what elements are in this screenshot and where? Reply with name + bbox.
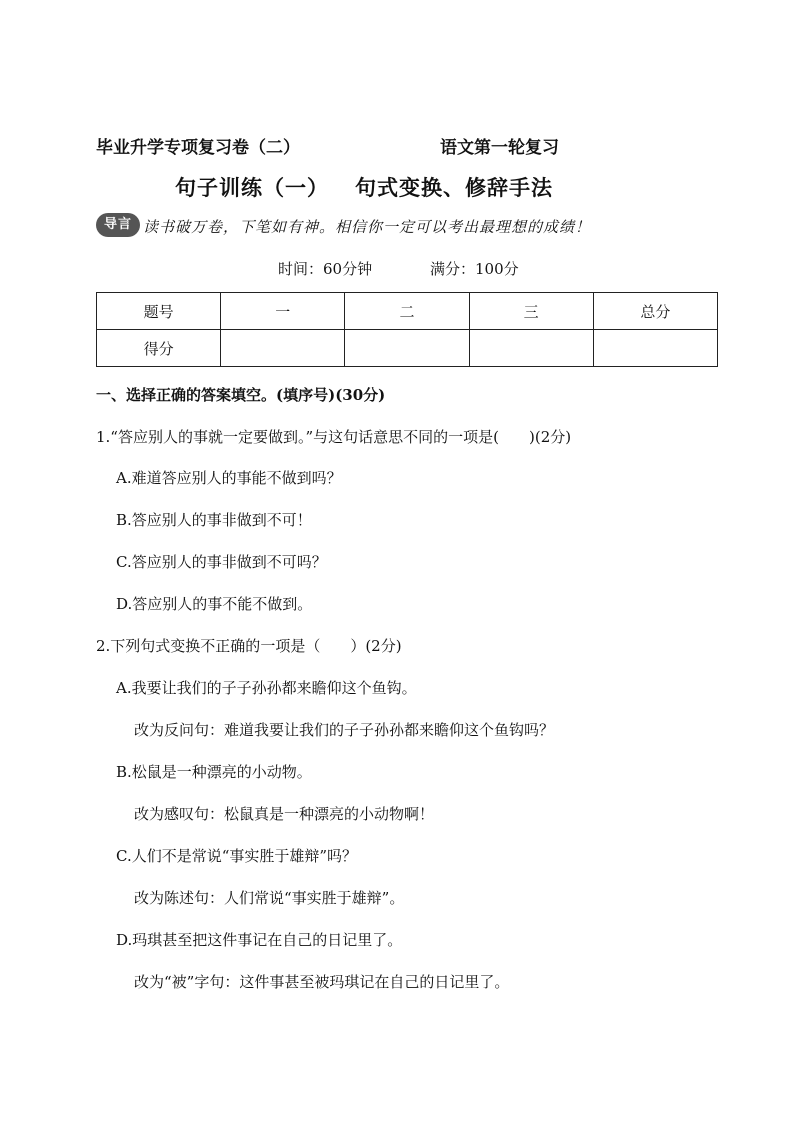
question-1-stem: 1.“答应别人的事就一定要做到。”与这句话意思不同的一项是( )(2分) — [96, 428, 572, 446]
score-table-header: 三 — [469, 293, 593, 330]
score-cell[interactable] — [469, 330, 593, 367]
question-1-option-b: B.答应别人的事非做到不可！ — [116, 511, 312, 529]
title-part-1: 句子训练（一） — [175, 175, 329, 200]
score-row-label: 得分 — [97, 330, 221, 367]
question-2-option-c: C.人们不是常说“事实胜于雄辩”吗？ — [116, 847, 358, 865]
guide-text: 读书破万卷，下笔如有神。相信你一定可以考出最理想的成绩！ — [143, 218, 592, 236]
exam-time: 时间：60分钟 — [278, 260, 373, 278]
section-heading: 一、选择正确的答案填空。(填序号)(30分) — [96, 386, 386, 404]
score-table — [96, 292, 718, 367]
score-table-header: 二 — [345, 293, 469, 330]
score-table-header: 总分 — [593, 293, 717, 330]
question-2-option-b-change: 改为感叹句：松鼠真是一种漂亮的小动物啊！ — [134, 805, 435, 823]
question-1-option-d: D.答应别人的事不能不做到。 — [116, 595, 313, 613]
score-table-score-row — [97, 330, 718, 367]
question-2-option-a-change: 改为反问句：难道我要让我们的子子孙孙都来瞻仰这个鱼钩吗？ — [134, 721, 555, 739]
question-2-option-d-change: 改为“被”字句：这件事甚至被玛琪记在自己的日记里了。 — [134, 973, 510, 991]
title-part-2: 句式变换、修辞手法 — [355, 175, 553, 200]
full-score: 满分：100分 — [430, 260, 519, 278]
question-2-stem: 2.下列句式变换不正确的一项是（ ）(2分) — [96, 637, 402, 655]
question-2-option-d: D.玛琪甚至把这件事记在自己的日记里了。 — [116, 931, 403, 949]
score-cell[interactable] — [221, 330, 345, 367]
question-2-option-a: A.我要让我们的子子孙孙都来瞻仰这个鱼钩。 — [116, 679, 417, 697]
question-2-option-c-change: 改为陈述句：人们常说“事实胜于雄辩”。 — [134, 889, 405, 907]
question-1-option-c: C.答应别人的事非做到不可吗？ — [116, 553, 327, 571]
guide-badge: 导言 — [96, 213, 140, 237]
page-title — [175, 172, 553, 202]
score-table-header-row — [97, 293, 718, 330]
score-cell[interactable] — [345, 330, 469, 367]
score-cell[interactable] — [593, 330, 717, 367]
question-2-option-b: B.松鼠是一种漂亮的小动物。 — [116, 763, 312, 781]
question-1-option-a: A.难道答应别人的事能不做到吗？ — [116, 469, 342, 487]
score-table-header: 题号 — [97, 293, 221, 330]
exam-series-title: 毕业升学专项复习卷（二） — [96, 138, 300, 158]
score-table-header: 一 — [221, 293, 345, 330]
review-round-label: 语文第一轮复习 — [440, 138, 559, 158]
